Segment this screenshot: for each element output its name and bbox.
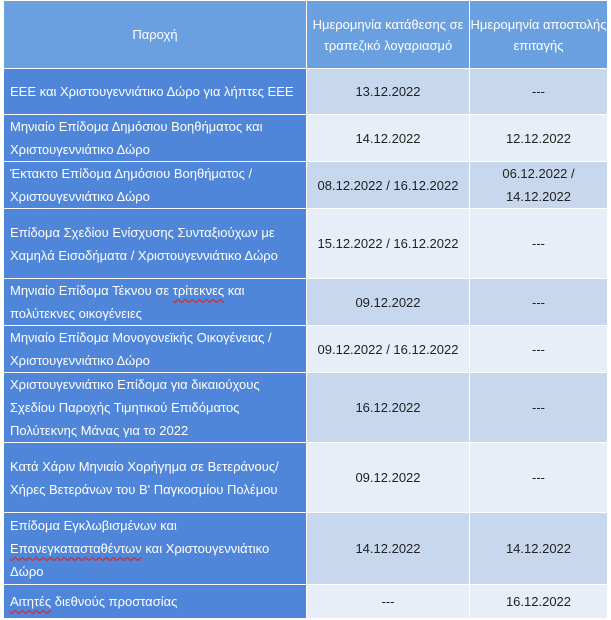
benefit-name: Έκτακτο Επίδομα Δημόσιου Βοηθήματος / Χριστουγεννιάτικο Δώρο: [4, 162, 307, 209]
table-row: [4, 443, 608, 513]
header-cheque-date: Ημερομηνία αποστολής επιταγής: [470, 1, 608, 69]
benefit-name: Χριστουγεννιάτικο Επίδομα για δικαιούχους Σχεδίου Παροχής Τιμητικού Επιδόματος Πολύτεκνης Μάνας για το 2022: [4, 373, 307, 443]
deposit-date: 08.12.2022 / 16.12.2022: [307, 162, 470, 209]
benefits-table-container: [3, 0, 607, 619]
table-row: [4, 209, 608, 279]
cheque-date: ---: [470, 373, 608, 443]
deposit-date: 13.12.2022: [307, 69, 470, 115]
benefit-name-part: και Χριστουγεννιάτικο Δώρο: [10, 541, 270, 579]
table-row: [4, 585, 608, 619]
benefit-name: Κατά Χάριν Μηνιαίο Χορήγημα σε Βετεράνους/Χήρες Βετεράνων του Β' Παγκοσμίου Πολέμου: [4, 443, 307, 513]
spellcheck-word: Αιτητές: [10, 594, 52, 609]
table-row: [4, 115, 608, 162]
table-row: [4, 69, 608, 115]
benefits-payment-table: [3, 0, 608, 619]
cheque-date: ---: [470, 443, 608, 513]
benefit-name-part: Επίδομα Εγκλωβισμένων και: [10, 518, 177, 533]
benefit-name: [4, 585, 307, 619]
cheque-date: ---: [470, 69, 608, 115]
cheque-date: 06.12.2022 / 14.12.2022: [470, 162, 608, 209]
benefit-name: ΕΕΕ και Χριστουγεννιάτικο Δώρο για λήπτες ΕΕΕ: [4, 69, 307, 115]
spellcheck-word: τρίτεκνες: [172, 283, 225, 298]
deposit-date: 14.12.2022: [307, 513, 470, 585]
deposit-date: 14.12.2022: [307, 115, 470, 162]
benefit-name-part: και πολύτεκνες οικογένειες: [10, 283, 245, 321]
deposit-date: 15.12.2022 / 16.12.2022: [307, 209, 470, 279]
benefit-name: Μηνιαίο Επίδομα Δημόσιου Βοηθήματος και Χριστουγεννιάτικο Δώρο: [4, 115, 307, 162]
benefit-name: Επίδομα Σχεδίου Ενίσχυσης Συνταξιούχων με Χαμηλά Εισοδήματα / Χριστουγεννιάτικο Δώρο: [4, 209, 307, 279]
table-header-row: [4, 1, 608, 69]
table-row: [4, 326, 608, 373]
benefit-name-part: Μηνιαίο Επίδομα Τέκνου σε: [10, 283, 173, 298]
cheque-date: ---: [470, 326, 608, 373]
table-row: [4, 513, 608, 585]
cheque-date: ---: [470, 279, 608, 326]
table-row: [4, 162, 608, 209]
deposit-date: ---: [307, 585, 470, 619]
benefit-name: Μηνιαίο Επίδομα Μονογονεϊκής Οικογένειας / Χριστουγεννιάτικο Δώρο: [4, 326, 307, 373]
deposit-date: 09.12.2022: [307, 279, 470, 326]
table-row: [4, 279, 608, 326]
header-benefit: Παροχή: [4, 1, 307, 69]
benefit-name: [4, 279, 307, 326]
benefit-name: [4, 513, 307, 585]
cheque-date: ---: [470, 209, 608, 279]
deposit-date: 16.12.2022: [307, 373, 470, 443]
deposit-date: 09.12.2022: [307, 443, 470, 513]
cheque-date: 14.12.2022: [470, 513, 608, 585]
header-deposit-date: Ημερομηνία κατάθεσης σε τραπεζικό λογαριασμό: [307, 1, 470, 69]
deposit-date: 09.12.2022 / 16.12.2022: [307, 326, 470, 373]
spellcheck-word: Επανεγκατασταθέντων: [10, 541, 142, 556]
table-row: [4, 373, 608, 443]
benefit-name-part: διεθνούς προστασίας: [51, 594, 178, 609]
cheque-date: 16.12.2022: [470, 585, 608, 619]
cheque-date: 12.12.2022: [470, 115, 608, 162]
